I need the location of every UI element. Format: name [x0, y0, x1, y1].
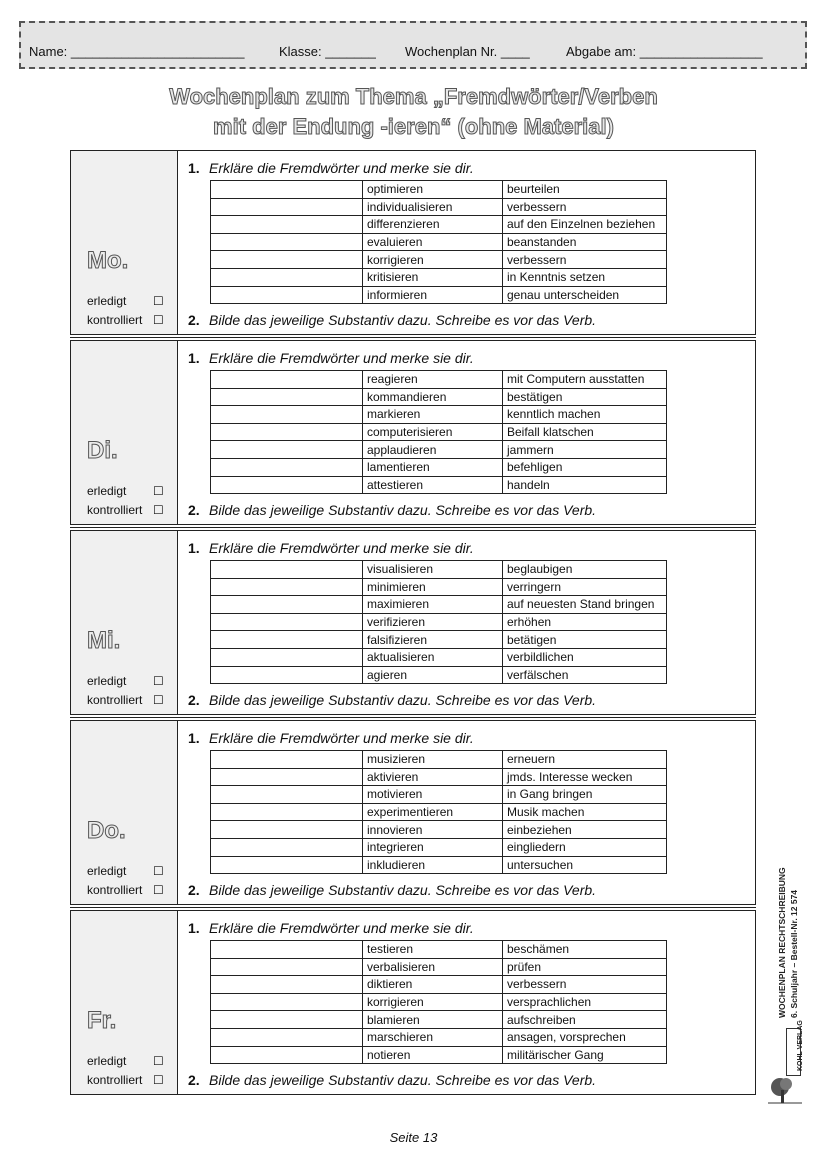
page-title-line-1: Wochenplan zum Thema „Fremdwörter/Verben: [169, 84, 658, 109]
verb-cell: visualisieren: [363, 561, 503, 579]
day-separator: [70, 717, 756, 718]
task-2: [188, 882, 596, 898]
noun-input-cell[interactable]: [211, 821, 363, 839]
meaning-cell: kenntlich machen: [503, 406, 667, 424]
verb-cell: notieren: [363, 1046, 503, 1064]
table-row: [211, 976, 667, 994]
verb-cell: innovieren: [363, 821, 503, 839]
task-2: [188, 502, 596, 518]
verb-cell: diktieren: [363, 976, 503, 994]
task-2-text: Bilde das jeweilige Substantiv dazu. Schreibe es vor das Verb.: [209, 312, 597, 328]
noun-input-cell[interactable]: [211, 1011, 363, 1029]
table-row: [211, 648, 667, 666]
noun-input-cell[interactable]: [211, 941, 363, 959]
table-row: [211, 388, 667, 406]
day-label-column: [71, 721, 178, 904]
table-row: [211, 596, 667, 614]
verb-cell: optimieren: [363, 181, 503, 199]
verb-cell: experimentieren: [363, 803, 503, 821]
meaning-cell: beschämen: [503, 941, 667, 959]
task-2-text: Bilde das jeweilige Substantiv dazu. Schreibe es vor das Verb.: [209, 1072, 597, 1088]
name-field[interactable]: Name: ________________________: [29, 44, 245, 59]
verb-cell: korrigieren: [363, 993, 503, 1011]
done-label: erledigt: [87, 484, 127, 498]
noun-input-cell[interactable]: [211, 268, 363, 286]
table-row: [211, 958, 667, 976]
table-row: [211, 803, 667, 821]
vocabulary-table: [210, 750, 667, 874]
vocabulary-table: [210, 940, 667, 1064]
meaning-cell: verringern: [503, 578, 667, 596]
class-field[interactable]: Klasse: _______: [279, 44, 376, 59]
noun-input-cell[interactable]: [211, 786, 363, 804]
meaning-cell: ansagen, vorsprechen: [503, 1028, 667, 1046]
verb-cell: blamieren: [363, 1011, 503, 1029]
day-label-column: [71, 911, 178, 1094]
checked-label: kontrolliert: [87, 313, 143, 327]
done-checkbox[interactable]: ☐: [153, 864, 164, 878]
meaning-cell: handeln: [503, 476, 667, 494]
day-label-column: [71, 341, 178, 524]
task-2: [188, 312, 596, 328]
task-1-text: Erkläre die Fremdwörter und merke sie dir.: [209, 350, 474, 366]
vocabulary-table: [210, 180, 667, 304]
table-row: [211, 458, 667, 476]
verb-cell: motivieren: [363, 786, 503, 804]
verb-cell: marschieren: [363, 1028, 503, 1046]
checked-label: kontrolliert: [87, 1073, 143, 1087]
meaning-cell: genau unterscheiden: [503, 286, 667, 304]
table-row: [211, 406, 667, 424]
table-row: [211, 441, 667, 459]
noun-input-cell[interactable]: [211, 561, 363, 579]
task-2: [188, 1072, 596, 1088]
checked-checkbox[interactable]: ☐: [153, 503, 164, 517]
table-row: [211, 941, 667, 959]
task-2-number: 2.: [188, 1072, 200, 1088]
meaning-cell: verbessern: [503, 976, 667, 994]
day-label-column: [71, 531, 178, 714]
noun-input-cell[interactable]: [211, 751, 363, 769]
verb-cell: agieren: [363, 666, 503, 684]
meaning-cell: bestätigen: [503, 388, 667, 406]
noun-input-cell[interactable]: [211, 406, 363, 424]
vocabulary-table: [210, 560, 667, 684]
verb-cell: falsifizieren: [363, 631, 503, 649]
meaning-cell: verbildlichen: [503, 648, 667, 666]
meaning-cell: verbessern: [503, 198, 667, 216]
verb-cell: lamentieren: [363, 458, 503, 476]
day-abbreviation: Mi.: [87, 627, 121, 654]
meaning-cell: mit Computern ausstatten: [503, 371, 667, 389]
verb-cell: musizieren: [363, 751, 503, 769]
task-1-number: 1.: [188, 160, 200, 176]
noun-input-cell[interactable]: [211, 371, 363, 389]
task-1-text: Erkläre die Fremdwörter und merke sie dir.: [209, 730, 474, 746]
noun-input-cell[interactable]: [211, 648, 363, 666]
task-2-number: 2.: [188, 882, 200, 898]
noun-input-cell[interactable]: [211, 613, 363, 631]
sidebar-order-number: 6. Schuljahr – Bestell-Nr. 12 574: [789, 889, 799, 1018]
task-2-text: Bilde das jeweilige Substantiv dazu. Schreibe es vor das Verb.: [209, 692, 597, 708]
verb-cell: individualisieren: [363, 198, 503, 216]
noun-input-cell[interactable]: [211, 388, 363, 406]
noun-input-cell[interactable]: [211, 1028, 363, 1046]
noun-input-cell[interactable]: [211, 458, 363, 476]
task-1: [188, 730, 474, 746]
verb-cell: attestieren: [363, 476, 503, 494]
task-2-text: Bilde das jeweilige Substantiv dazu. Schreibe es vor das Verb.: [209, 882, 597, 898]
meaning-cell: erneuern: [503, 751, 667, 769]
checked-checkbox[interactable]: ☐: [153, 1073, 164, 1087]
meaning-cell: verbessern: [503, 251, 667, 269]
table-row: [211, 578, 667, 596]
meaning-cell: eingliedern: [503, 838, 667, 856]
noun-input-cell[interactable]: [211, 958, 363, 976]
meaning-cell: militärischer Gang: [503, 1046, 667, 1064]
publisher-sidebar: [758, 840, 818, 1020]
meaning-cell: aufschreiben: [503, 1011, 667, 1029]
task-1-text: Erkläre die Fremdwörter und merke sie dir.: [209, 920, 474, 936]
checked-label: kontrolliert: [87, 883, 143, 897]
noun-input-cell[interactable]: [211, 993, 363, 1011]
noun-input-cell[interactable]: [211, 286, 363, 304]
meaning-cell: versprachlichen: [503, 993, 667, 1011]
verb-cell: verbalisieren: [363, 958, 503, 976]
verb-cell: kritisieren: [363, 268, 503, 286]
day-abbreviation: Di.: [87, 437, 118, 464]
meaning-cell: auf den Einzelnen beziehen: [503, 216, 667, 234]
verb-cell: differenzieren: [363, 216, 503, 234]
table-row: [211, 181, 667, 199]
verb-cell: korrigieren: [363, 251, 503, 269]
task-1: [188, 160, 474, 176]
table-row: [211, 476, 667, 494]
weekly-plan-number-field[interactable]: Wochenplan Nr. ____: [405, 44, 530, 59]
meaning-cell: erhöhen: [503, 613, 667, 631]
done-label: erledigt: [87, 1054, 127, 1068]
noun-input-cell[interactable]: [211, 856, 363, 874]
table-row: [211, 613, 667, 631]
task-1-text: Erkläre die Fremdwörter und merke sie dir.: [209, 160, 474, 176]
meaning-cell: beglaubigen: [503, 561, 667, 579]
publisher-name: KOHL VERLAG: [797, 1020, 804, 1071]
meaning-cell: jammern: [503, 441, 667, 459]
table-row: [211, 1046, 667, 1064]
page-number: Seite 13: [389, 1130, 438, 1145]
table-row: [211, 1011, 667, 1029]
meaning-cell: untersuchen: [503, 856, 667, 874]
table-row: [211, 856, 667, 874]
task-1-text: Erkläre die Fremdwörter und merke sie dir.: [209, 540, 474, 556]
table-row: [211, 786, 667, 804]
checked-checkbox[interactable]: ☐: [153, 693, 164, 707]
table-row: [211, 233, 667, 251]
noun-input-cell[interactable]: [211, 838, 363, 856]
task-1: [188, 540, 474, 556]
verb-cell: verifizieren: [363, 613, 503, 631]
meaning-cell: einbeziehen: [503, 821, 667, 839]
table-row: [211, 838, 667, 856]
noun-input-cell[interactable]: [211, 198, 363, 216]
noun-input-cell[interactable]: [211, 423, 363, 441]
task-1-number: 1.: [188, 730, 200, 746]
noun-input-cell[interactable]: [211, 666, 363, 684]
task-2-number: 2.: [188, 312, 200, 328]
meaning-cell: Musik machen: [503, 803, 667, 821]
done-label: erledigt: [87, 674, 127, 688]
task-1-number: 1.: [188, 540, 200, 556]
day-separator: [70, 527, 756, 528]
verb-cell: markieren: [363, 406, 503, 424]
table-row: [211, 286, 667, 304]
day-block-wednesday: [70, 530, 756, 715]
table-row: [211, 371, 667, 389]
verb-cell: aktivieren: [363, 768, 503, 786]
table-row: [211, 666, 667, 684]
day-block-monday: [70, 150, 756, 335]
day-abbreviation: Mo.: [87, 247, 129, 274]
verb-cell: applaudieren: [363, 441, 503, 459]
verb-cell: informieren: [363, 286, 503, 304]
meaning-cell: in Gang bringen: [503, 786, 667, 804]
verb-cell: maximieren: [363, 596, 503, 614]
verb-cell: testieren: [363, 941, 503, 959]
verb-cell: evaluieren: [363, 233, 503, 251]
checked-checkbox[interactable]: ☐: [153, 883, 164, 897]
noun-input-cell[interactable]: [211, 1046, 363, 1064]
noun-input-cell[interactable]: [211, 768, 363, 786]
verb-cell: integrieren: [363, 838, 503, 856]
task-1: [188, 920, 474, 936]
sidebar-series-title: WOCHENPLAN RECHTSCHREIBUNG: [777, 867, 787, 1018]
table-row: [211, 251, 667, 269]
day-separator: [70, 337, 756, 338]
checked-label: kontrolliert: [87, 693, 143, 707]
checked-checkbox[interactable]: ☐: [153, 313, 164, 327]
table-row: [211, 216, 667, 234]
verb-cell: kommandieren: [363, 388, 503, 406]
meaning-cell: beanstanden: [503, 233, 667, 251]
verb-cell: minimieren: [363, 578, 503, 596]
noun-input-cell[interactable]: [211, 441, 363, 459]
noun-input-cell[interactable]: [211, 233, 363, 251]
table-row: [211, 821, 667, 839]
table-row: [211, 751, 667, 769]
noun-input-cell[interactable]: [211, 631, 363, 649]
noun-input-cell[interactable]: [211, 216, 363, 234]
table-row: [211, 631, 667, 649]
done-checkbox[interactable]: ☐: [153, 484, 164, 498]
noun-input-cell[interactable]: [211, 181, 363, 199]
done-label: erledigt: [87, 294, 127, 308]
done-checkbox[interactable]: ☐: [153, 294, 164, 308]
task-2-text: Bilde das jeweilige Substantiv dazu. Schreibe es vor das Verb.: [209, 502, 597, 518]
task-1-number: 1.: [188, 350, 200, 366]
page-title-line-2: mit der Endung -ieren“ (ohne Material): [213, 114, 614, 139]
task-2: [188, 692, 596, 708]
table-row: [211, 268, 667, 286]
noun-input-cell[interactable]: [211, 976, 363, 994]
checked-label: kontrolliert: [87, 503, 143, 517]
table-row: [211, 993, 667, 1011]
publisher-logo: [786, 1020, 804, 1076]
task-2-number: 2.: [188, 692, 200, 708]
meaning-cell: Beifall klatschen: [503, 423, 667, 441]
task-2-number: 2.: [188, 502, 200, 518]
table-row: [211, 1028, 667, 1046]
verb-cell: inkludieren: [363, 856, 503, 874]
tree-logo-icon: [768, 1076, 802, 1104]
meaning-cell: befehligen: [503, 458, 667, 476]
meaning-cell: betätigen: [503, 631, 667, 649]
noun-input-cell[interactable]: [211, 578, 363, 596]
verb-cell: reagieren: [363, 371, 503, 389]
meaning-cell: in Kenntnis setzen: [503, 268, 667, 286]
meaning-cell: auf neuesten Stand bringen: [503, 596, 667, 614]
vocabulary-table: [210, 370, 667, 494]
table-row: [211, 198, 667, 216]
table-row: [211, 561, 667, 579]
day-label-column: [71, 151, 178, 334]
day-block-thursday: [70, 720, 756, 905]
meaning-cell: jmds. Interesse wecken: [503, 768, 667, 786]
day-block-tuesday: [70, 340, 756, 525]
noun-input-cell[interactable]: [211, 251, 363, 269]
table-row: [211, 768, 667, 786]
day-abbreviation: Do.: [87, 817, 126, 844]
done-checkbox[interactable]: ☐: [153, 674, 164, 688]
meaning-cell: beurteilen: [503, 181, 667, 199]
verb-cell: aktualisieren: [363, 648, 503, 666]
due-date-field[interactable]: Abgabe am: _________________: [566, 44, 763, 59]
task-1-number: 1.: [188, 920, 200, 936]
noun-input-cell[interactable]: [211, 803, 363, 821]
done-checkbox[interactable]: ☐: [153, 1054, 164, 1068]
noun-input-cell[interactable]: [211, 596, 363, 614]
table-row: [211, 423, 667, 441]
done-label: erledigt: [87, 864, 127, 878]
noun-input-cell[interactable]: [211, 476, 363, 494]
day-block-friday: [70, 910, 756, 1095]
verb-cell: computerisieren: [363, 423, 503, 441]
meaning-cell: verfälschen: [503, 666, 667, 684]
day-abbreviation: Fr.: [87, 1007, 117, 1034]
meaning-cell: prüfen: [503, 958, 667, 976]
day-separator: [70, 907, 756, 908]
task-1: [188, 350, 474, 366]
